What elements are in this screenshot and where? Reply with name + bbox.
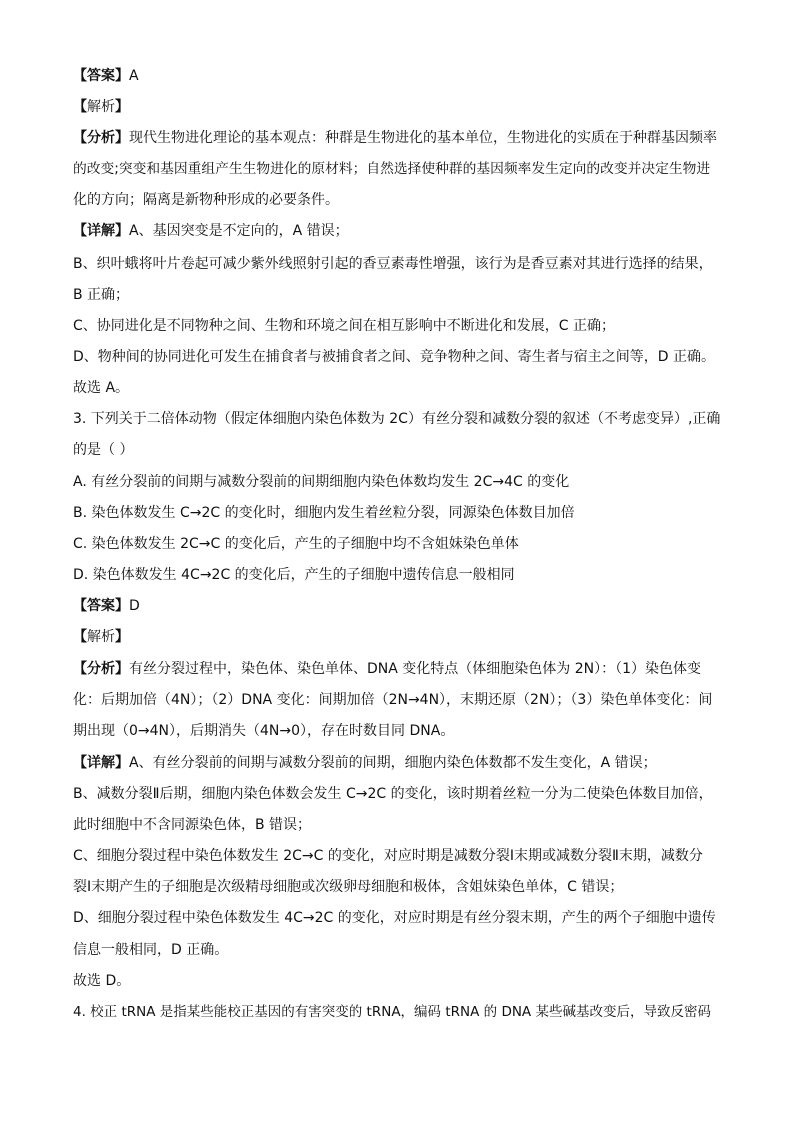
xiangjie-text: A、基因突变是不定向的，A 错误；	[129, 223, 349, 239]
question-3-stem-1: 3. 下列关于二倍体动物（假定体细胞内染色体数为 2C）有丝分裂和减数分裂的叙述（不考虑变异）,正确	[73, 411, 721, 427]
fenxi-line-2: 化：后期加倍（4N）；（2）DNA 变化：间期加倍（2N→4N），末期还原（2N）；（3）染色单体变化：间	[73, 692, 713, 708]
xiangjie-line-4: C、协同进化是不同物种之间、生物和环境之间在相互影响中不断进化和发展，C 正确；	[73, 318, 615, 334]
option-d: D. 染色体数发生 4C→2C 的变化后，产生的子细胞中遗传信息一般相同	[73, 567, 515, 583]
fenxi-label: 【分析】	[73, 130, 129, 146]
answer-line	[73, 596, 140, 616]
xiangjie-line-1	[73, 221, 349, 241]
xiangjie-line-6: D、细胞分裂过程中染色体数发生 4C→2C 的变化，对应时期是有丝分裂末期，产生的两个子细胞中遗传	[73, 910, 716, 926]
xiangjie-line-4: C、细胞分裂过程中染色体数发生 2C→C 的变化，对应时期是减数分裂Ⅰ末期或减数分裂Ⅱ末期，减数分	[73, 848, 703, 864]
fenxi-text: 有丝分裂过程中，染色体、染色单体、DNA 变化特点（体细胞染色体为 2N）：（1）染色体变	[129, 661, 702, 677]
analysis-heading: 【解析】	[73, 629, 129, 645]
fenxi-line-1	[73, 659, 701, 679]
option-a: A. 有丝分裂前的间期与减数分裂前的间期细胞内染色体数均发生 2C→4C 的变化	[73, 474, 570, 490]
xiangjie-text: A、有丝分裂前的间期与减数分裂前的间期，细胞内染色体数都不发生变化，A 错误；	[129, 755, 657, 771]
fenxi-line-2: 的改变;突变和基因重组产生生物进化的原材料；自然选择使种群的基因频率发生定向的改变并决定生物进	[73, 161, 711, 177]
analysis-heading: 【解析】	[73, 99, 129, 115]
xiangjie-line-2: B、减数分裂Ⅱ后期，细胞内染色体数会发生 C→2C 的变化，该时期着丝粒一分为二使染色体数目加倍，	[73, 786, 713, 802]
xiangjie-line-3: 此时细胞中不含同源染色体，B 错误；	[73, 817, 312, 833]
xiangjie-line-6: 故选 A。	[73, 380, 130, 396]
answer-label: 【答案】	[73, 598, 129, 614]
xiangjie-line-1	[73, 753, 657, 773]
answer-value: D	[129, 598, 140, 614]
xiangjie-line-5: D、物种间的协同进化可发生在捕食者与被捕食者之间、竞争物种之间、寄生者与宿主之间等，D 正确。	[73, 349, 716, 365]
fenxi-line-3: 期出现（0→4N），后期消失（4N→0），存在时数目同 DNA。	[73, 723, 455, 739]
fenxi-label: 【分析】	[73, 661, 129, 677]
fenxi-text: 现代生物进化理论的基本观点：种群是生物进化的基本单位，生物进化的实质在于种群基因频率	[129, 130, 717, 146]
analysis-label: 解析	[87, 629, 115, 645]
option-c: C. 染色体数发生 2C→C 的变化后，产生的子细胞中均不含姐妹染色单体	[73, 536, 519, 552]
answer-value: A	[129, 68, 139, 84]
answer-label: 【答案】	[73, 68, 129, 84]
analysis-label: 解析	[87, 99, 115, 115]
xiangjie-line-2: B、织叶蛾将叶片卷起可减少紫外线照射引起的香豆素毒性增强，该行为是香豆素对其进行选择的结果，	[73, 256, 713, 272]
xiangjie-line-5: 裂Ⅰ末期产生的子细胞是次级精母细胞或次级卵母细胞和极体，含姐妹染色单体，C 错误；	[73, 879, 624, 895]
xiangjie-line-8: 故选 D。	[73, 973, 131, 989]
option-b: B. 染色体数发生 C→2C 的变化时，细胞内发生着丝粒分裂，同源染色体数目加倍	[73, 505, 575, 521]
xiangjie-label: 【详解】	[73, 755, 129, 771]
fenxi-line-1	[73, 128, 717, 148]
answer-line	[73, 66, 139, 86]
question-3-stem-2: 的是（ ）	[73, 442, 134, 458]
xiangjie-label: 【详解】	[73, 223, 129, 239]
xiangjie-line-3: B 正确；	[73, 287, 130, 303]
fenxi-line-3: 化的方向；隔离是新物种形成的必要条件。	[73, 192, 339, 208]
question-4-stem: 4. 校正 tRNA 是指某些能校正基因的有害突变的 tRNA，编码 tRNA 的 DNA 某些碱基改变后，导致反密码	[73, 1004, 711, 1020]
xiangjie-line-7: 信息一般相同，D 正确。	[73, 942, 229, 958]
